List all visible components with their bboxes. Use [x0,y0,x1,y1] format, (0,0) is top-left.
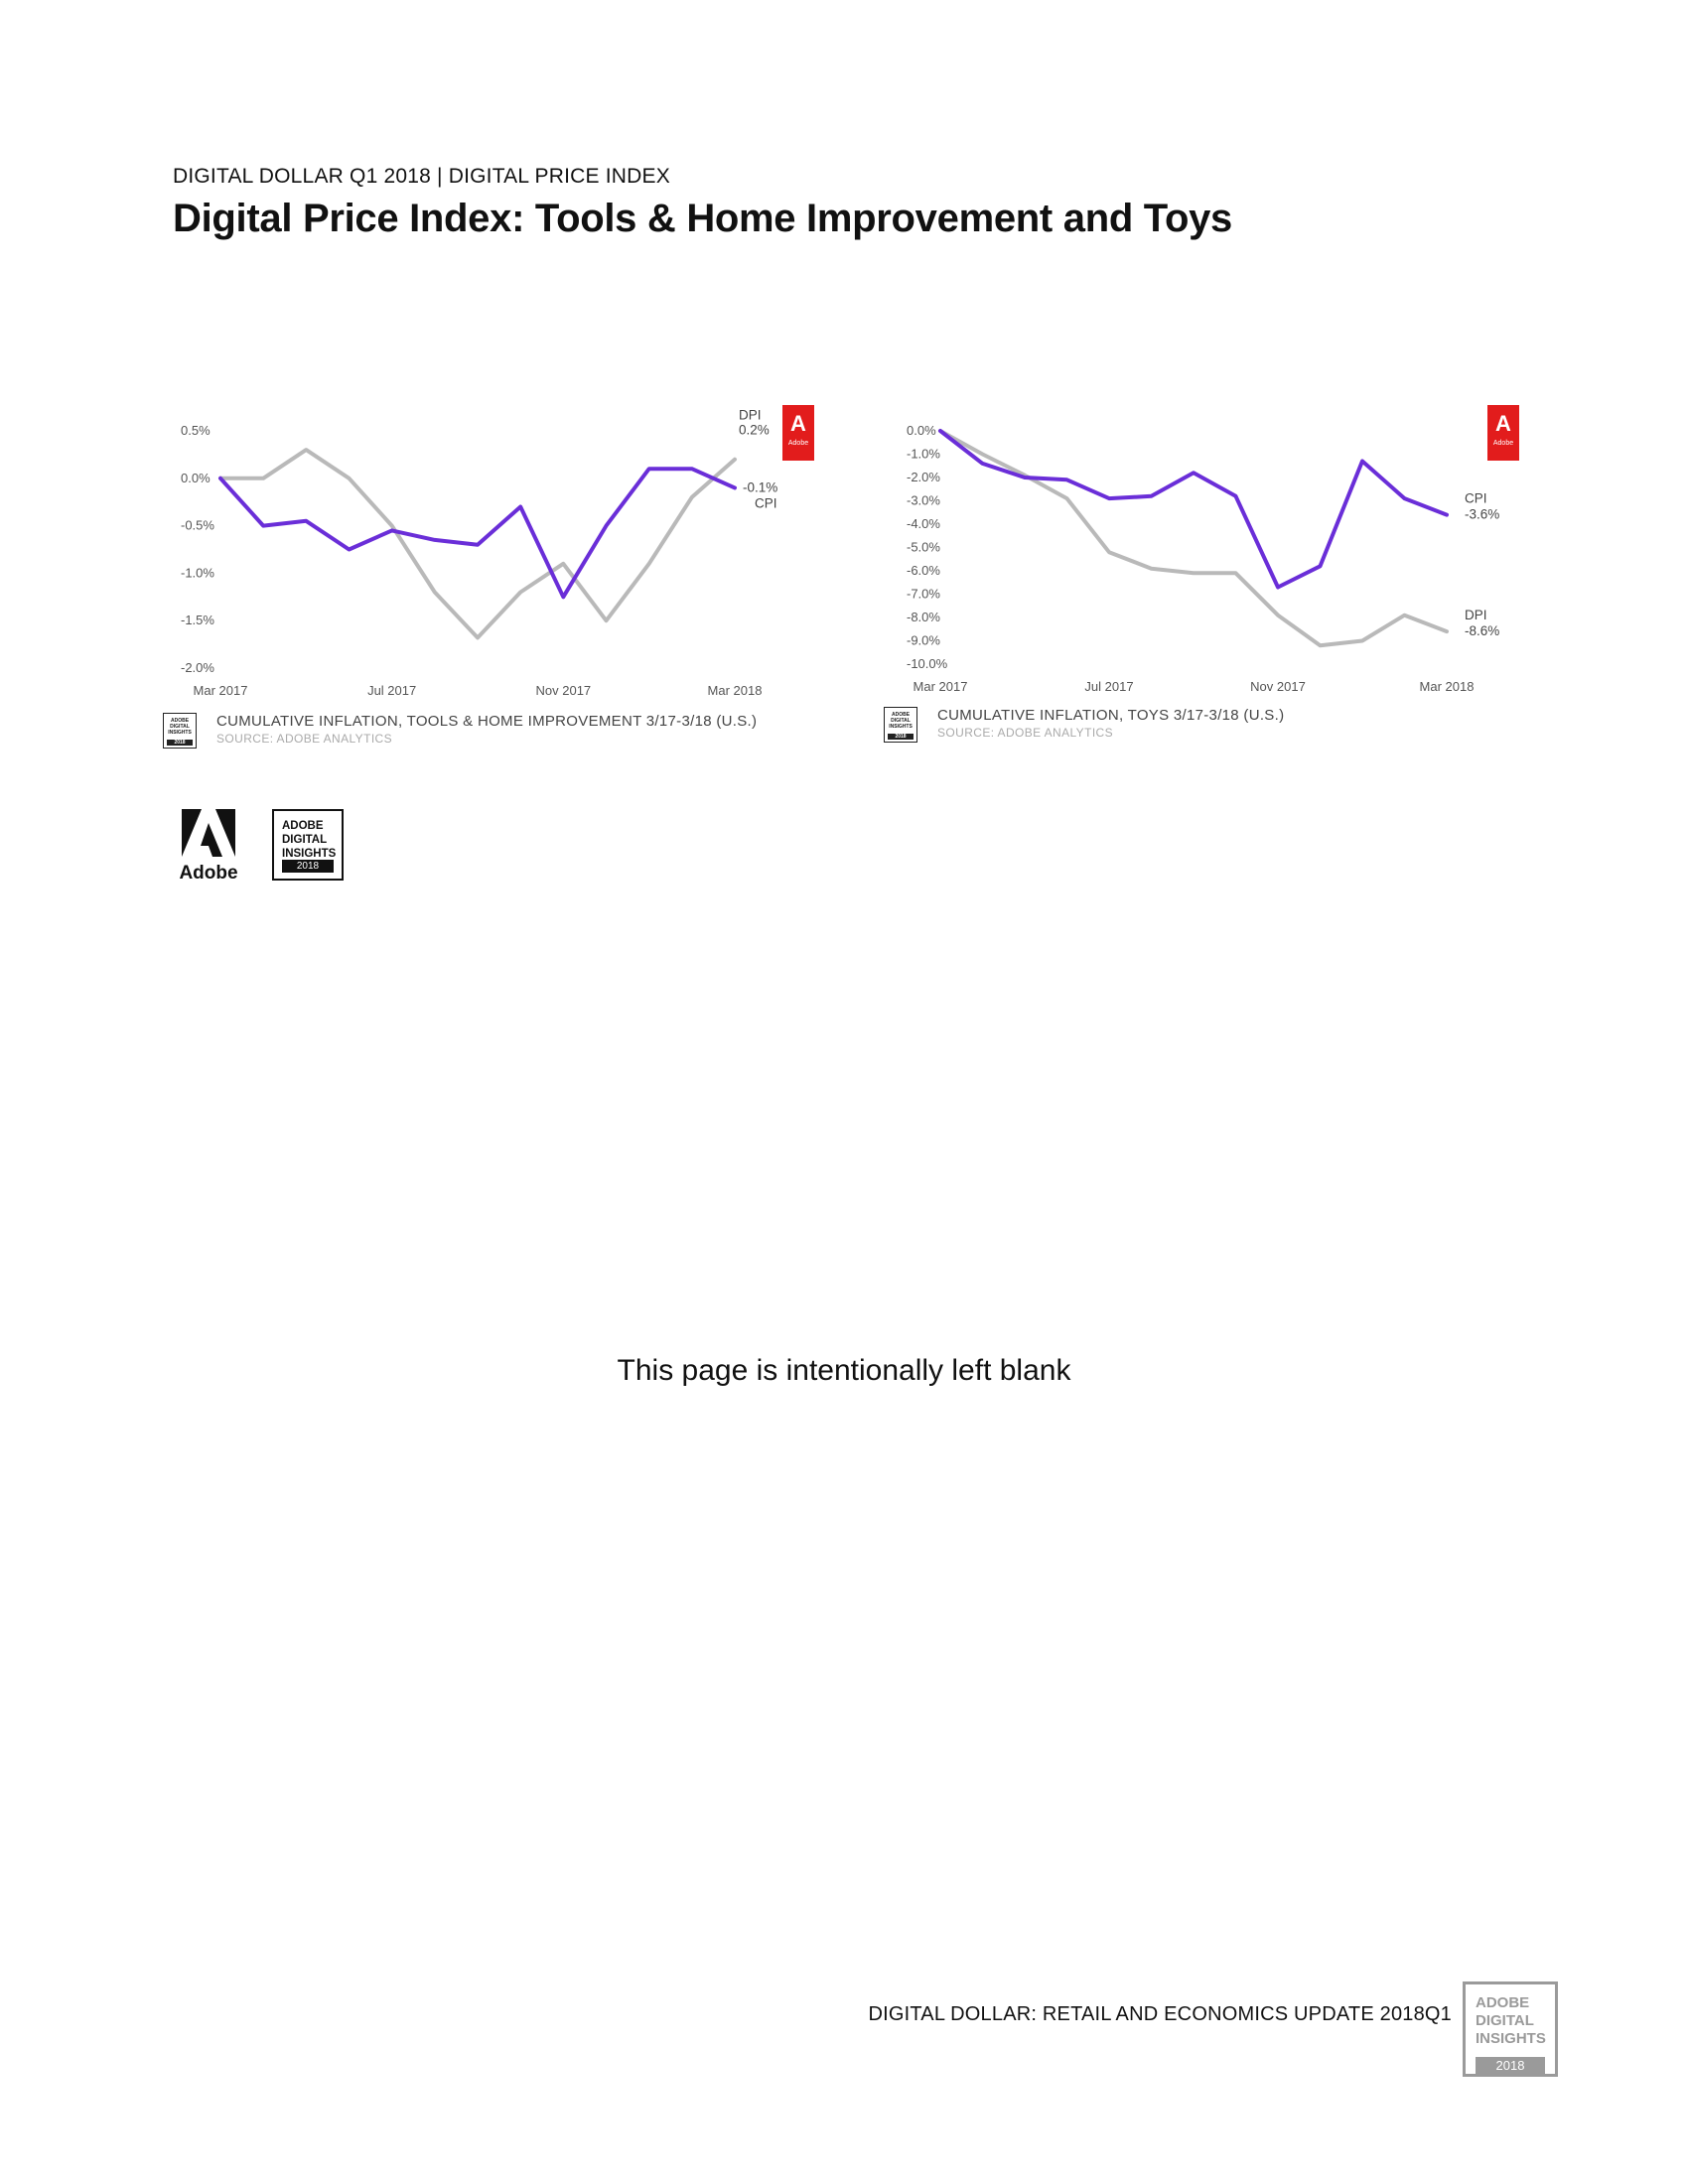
y-tick-label: -4.0% [907,516,940,531]
x-tick-label: Jul 2017 [367,683,417,698]
y-tick-label: -2.0% [181,660,214,675]
y-tick-label: -3.0% [907,492,940,508]
y-tick-label: -10.0% [907,656,948,671]
series-end-value: 0.2% [739,422,770,438]
y-tick-label: -1.0% [907,446,940,462]
y-tick-label: -2.0% [907,470,940,484]
insights-mini-badge [163,713,197,749]
adobe-a-icon: A [1495,411,1511,436]
footer-insights-badge [1463,1981,1558,2077]
adobe-logo [179,809,238,885]
series-name-label: CPI [755,495,777,511]
series-end-value: -3.6% [1465,506,1500,522]
y-tick-label: -8.0% [907,610,940,624]
badge-line: INSIGHTS [889,724,913,730]
y-tick-label: 0.5% [181,423,211,438]
x-tick-label: Mar 2018 [707,683,763,698]
y-tick-label: 0.0% [181,470,211,485]
series-line-cpi [220,469,735,597]
series-name-label: DPI [1465,608,1487,623]
chart-adobe-flag [1487,405,1519,461]
badge-line: INSIGHTS [168,730,192,736]
badge-line: DIGITAL [282,834,328,846]
chart-tools [139,397,814,774]
adobe-flag-word: Adobe [1492,440,1514,447]
badge-line: INSIGHTS [282,848,337,860]
y-tick-label: -0.5% [181,517,214,533]
chart-caption [163,713,757,749]
x-tick-label: Mar 2017 [913,679,968,694]
footer-text: DIGITAL DOLLAR: RETAIL AND ECONOMICS UPDATE 2018Q1 [868,2003,1452,2025]
blank-page-note: This page is intentionally left blank [617,1354,1071,1387]
chart-adobe-flag [782,405,814,461]
chart-toys [859,397,1534,774]
badge-line: ADOBE [170,718,190,724]
page-title: Digital Price Index: Tools & Home Improvement and Toys [173,197,1232,240]
series-end-value: -0.1% [743,479,778,495]
adobe-flag-word: Adobe [787,440,809,447]
chart-toys-svg [859,397,1534,715]
badge-year: 2018 [167,740,193,746]
badge-year: 2018 [1476,2057,1545,2074]
badge-line: DIGITAL [1476,2012,1534,2029]
y-tick-label: -6.0% [907,563,940,578]
y-tick-label: -5.0% [907,539,940,555]
badge-line: DIGITAL [891,718,911,724]
x-tick-label: Jul 2017 [1084,679,1134,694]
series-name-label: DPI [739,407,762,423]
series-line-dpi [940,431,1447,645]
x-tick-label: Nov 2017 [535,683,592,698]
y-tick-label: -1.5% [181,613,214,628]
y-tick-label: -7.0% [907,586,940,602]
x-tick-label: Nov 2017 [1250,679,1306,694]
badge-line: ADOBE [1476,1994,1530,2011]
series-line-cpi [940,431,1447,588]
badge-line: ADOBE [282,820,324,832]
x-tick-label: Mar 2018 [1419,679,1475,694]
adobe-logo-icon [182,809,235,857]
x-tick-label: Mar 2017 [193,683,248,698]
adobe-digital-insights-badge [272,809,344,881]
series-end-value: -8.6% [1465,623,1500,639]
insights-mini-badge [884,707,917,743]
caption-title: CUMULATIVE INFLATION, TOYS 3/17-3/18 (U.S.) [937,707,1285,724]
badge-year: 2018 [888,734,914,740]
chart-caption [884,707,1284,743]
badge-line: INSIGHTS [1476,2030,1546,2047]
series-name-label: CPI [1465,490,1487,506]
badge-line: DIGITAL [170,724,190,730]
caption-source: SOURCE: ADOBE ANALYTICS [937,726,1114,740]
caption-title: CUMULATIVE INFLATION, TOOLS & HOME IMPROVEMENT 3/17-3/18 (U.S.) [216,713,758,730]
y-tick-label: 0.0% [907,423,936,438]
page-header [173,165,1232,241]
caption-source: SOURCE: ADOBE ANALYTICS [216,732,393,746]
adobe-logo-word: Adobe [179,863,238,884]
y-tick-label: -1.0% [181,565,214,581]
section-eyebrow: DIGITAL DOLLAR Q1 2018 | DIGITAL PRICE INDEX [173,165,670,188]
badge-year: 2018 [282,860,334,873]
adobe-a-icon: A [790,411,806,436]
chart-tools-svg [139,397,814,715]
badge-line: ADOBE [891,712,911,718]
y-tick-label: -9.0% [907,632,940,648]
